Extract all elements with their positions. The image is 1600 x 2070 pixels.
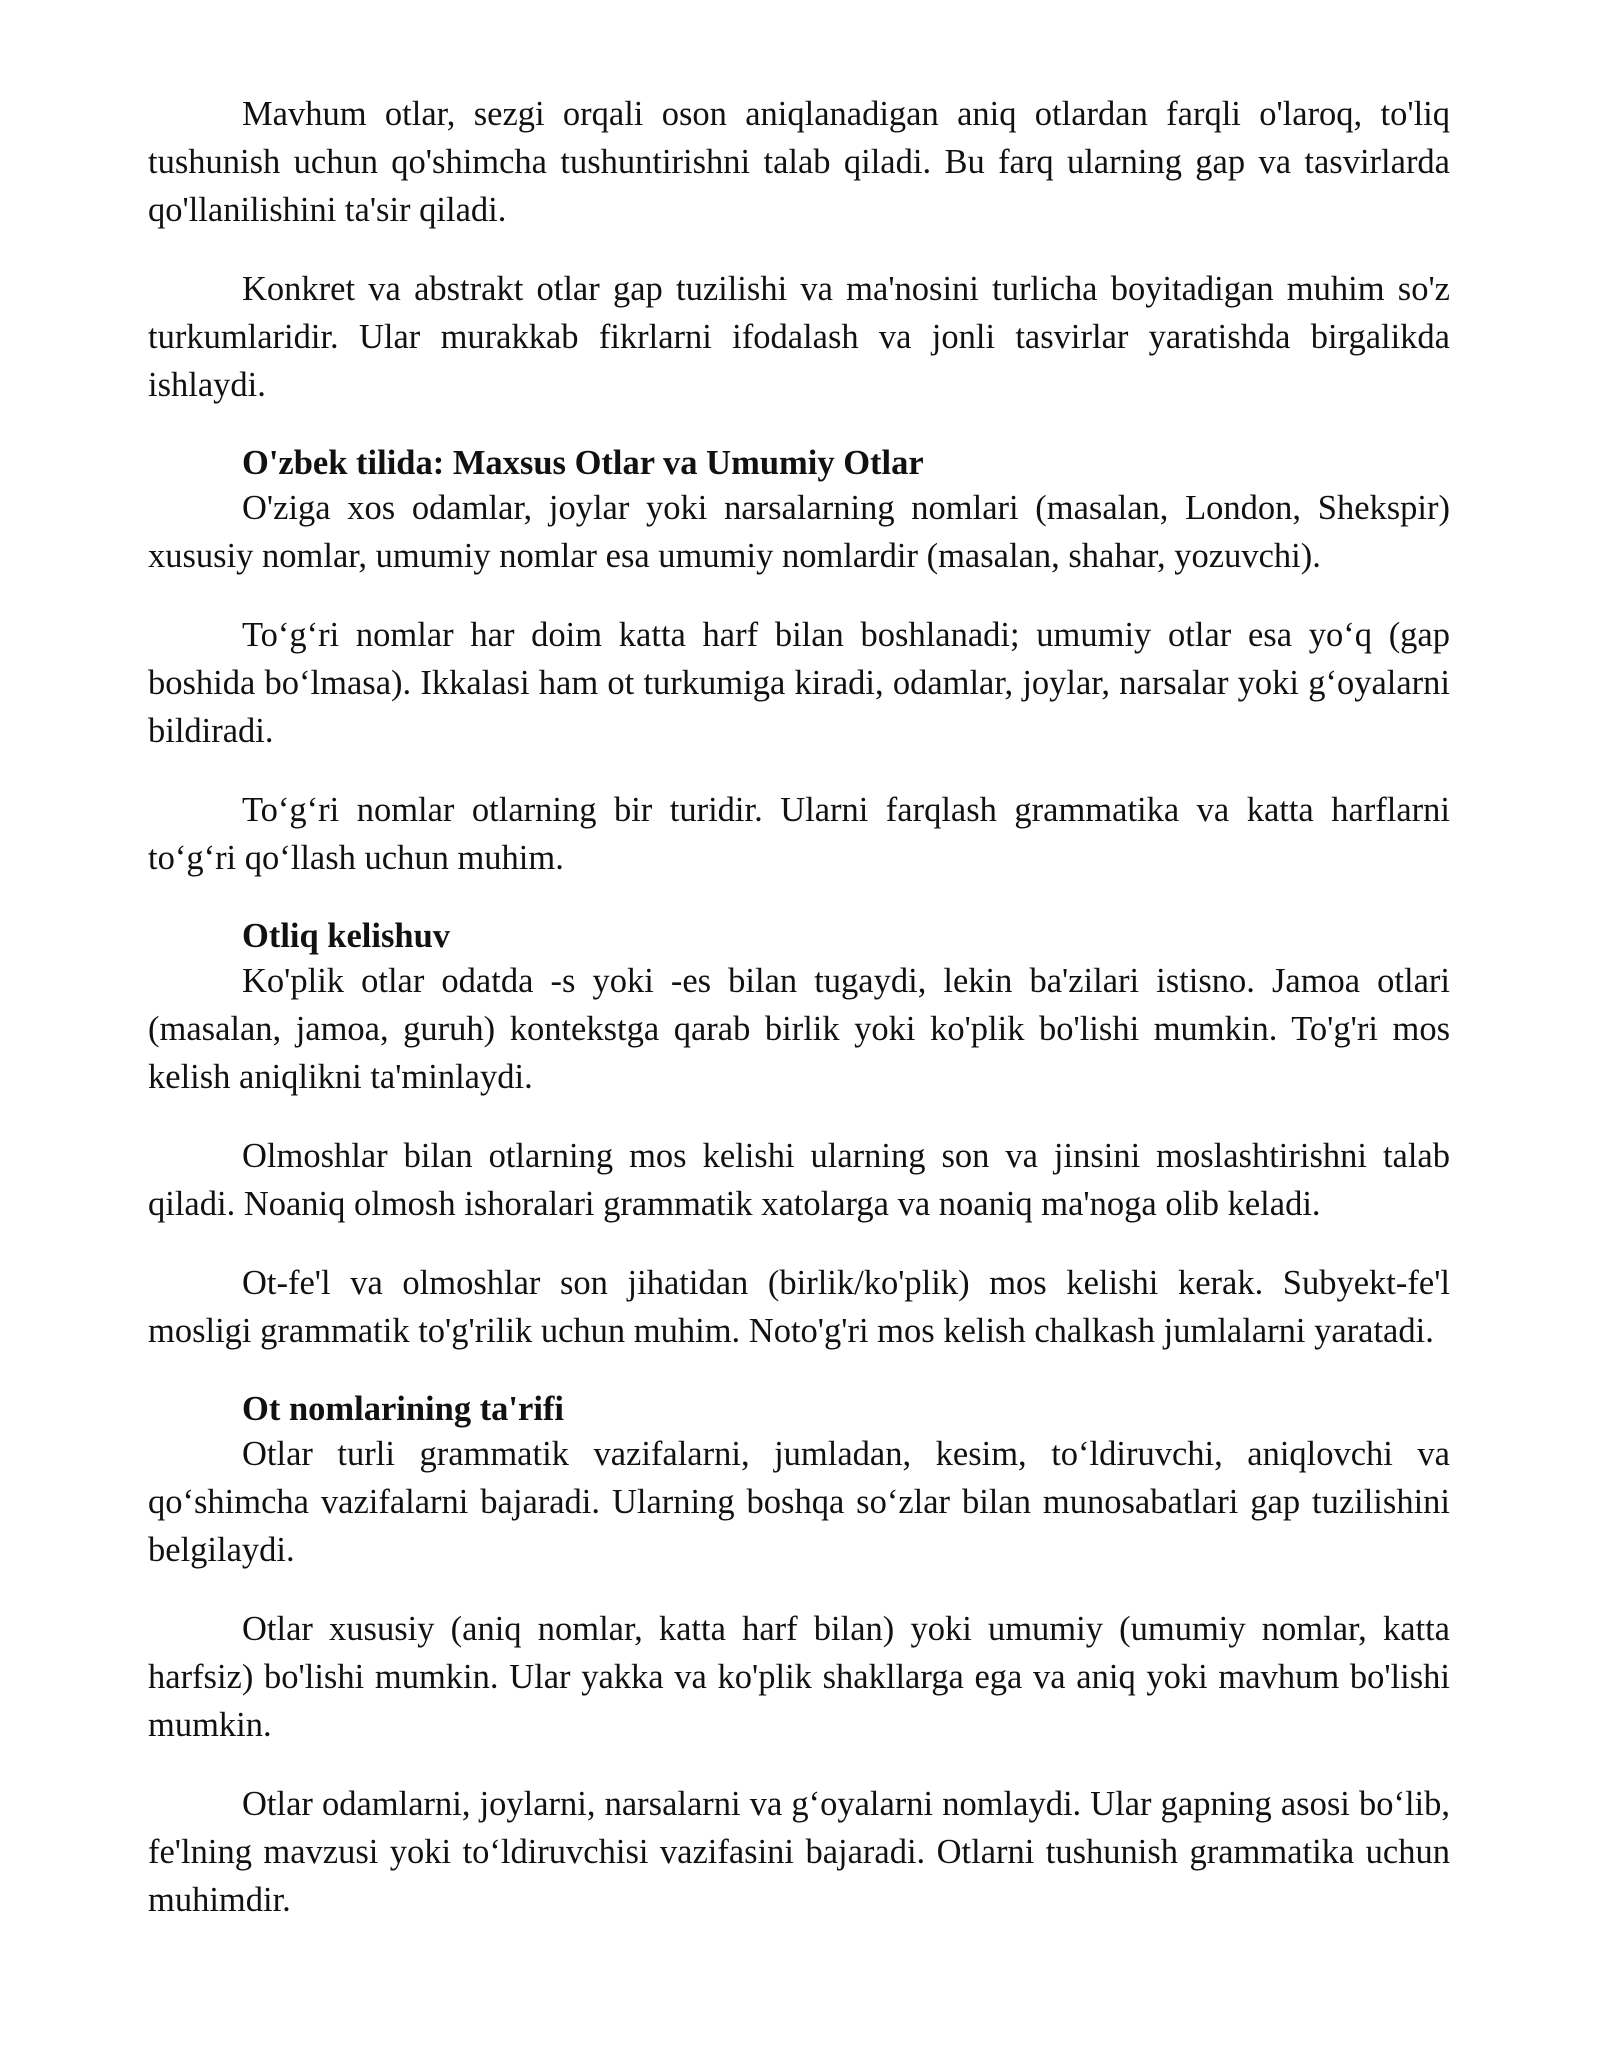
paragraph: Otlar turli grammatik vazifalarni, jumladan, kesim, to‘ldiruvchi, aniqlovchi va qo‘shimcha vazifalarni bajaradi. Ularning boshqa so‘zlar bilan munosabatlari gap tuzilishini belgilaydi. bbox=[148, 1435, 1450, 1569]
document-page bbox=[148, 90, 1450, 1924]
paragraph: To‘g‘ri nomlar otlarning bir turidir. Ularni farqlash grammatika va katta harflarni to‘g‘ri qo‘llash uchun muhim. bbox=[148, 791, 1450, 877]
paragraph: Otlar xususiy (aniq nomlar, katta harf bilan) yoki umumiy (umumiy nomlar, katta harfsiz) bo'lishi mumkin. Ular yakka va ko'plik shakllarga ega va aniq yoki mavhum bo'lishi mumkin. bbox=[148, 1610, 1450, 1744]
paragraph: Otlar odamlarni, joylarni, narsalarni va g‘oyalarni nomlaydi. Ular gapning asosi bo‘lib, fe'lning mavzusi yoki to‘ldiruvchisi vazifasini bajaradi. Otlarni tushunish grammatika uchun muhimdir. bbox=[148, 1785, 1450, 1919]
paragraph: Ko'plik otlar odatda -s yoki -es bilan tugaydi, lekin ba'zilari istisno. Jamoa otlari (masalan, jamoa, guruh) kontekstga qarab birlik yoki ko'plik bo'lishi mumkin. To'g'ri mos kelish aniqlikni ta'minlaydi. bbox=[148, 962, 1450, 1096]
paragraph: Ot-fe'l va olmoshlar son jihatidan (birlik/ko'plik) mos kelishi kerak. Subyekt-fe'l mosligi grammatik to'g'rilik uchun muhim. Noto'g'ri mos kelish chalkash jumlalarni yaratadi. bbox=[148, 1264, 1450, 1350]
paragraph: Konkret va abstrakt otlar gap tuzilishi va ma'nosini turlicha boyitadigan muhim so'z turkumlaridir. Ular murakkab fikrlarni ifodalash va jonli tasvirlar yaratishda birgalikda ishlaydi. bbox=[148, 270, 1450, 404]
paragraph: Olmoshlar bilan otlarning mos kelishi ularning son va jinsini moslashtirishni talab qiladi. Noaniq olmosh ishoralari grammatik xatolarga va noaniq ma'noga olib keladi. bbox=[148, 1137, 1450, 1223]
section-heading: Ot nomlarining ta'rifi bbox=[242, 1390, 564, 1428]
section-heading: O'zbek tilida: Maxsus Otlar va Umumiy Otlar bbox=[242, 444, 924, 482]
paragraph: Mavhum otlar, sezgi orqali oson aniqlanadigan aniq otlardan farqli o'laroq, to'liq tushunish uchun qo'shimcha tushuntirishni talab qiladi. Bu farq ularning gap va tasvirlarda qo'llanilishini ta'sir qiladi. bbox=[148, 95, 1450, 229]
section-heading: Otliq kelishuv bbox=[242, 917, 451, 955]
paragraph: O'ziga xos odamlar, joylar yoki narsalarning nomlari (masalan, London, Shekspir) xususiy nomlar, umumiy nomlar esa umumiy nomlardir (masalan, shahar, yozuvchi). bbox=[148, 489, 1450, 575]
paragraph: To‘g‘ri nomlar har doim katta harf bilan boshlanadi; umumiy otlar esa yo‘q (gap boshida bo‘lmasa). Ikkalasi ham ot turkumiga kiradi, odamlar, joylar, narsalar yoki g‘oyalarni bildiradi. bbox=[148, 616, 1450, 750]
